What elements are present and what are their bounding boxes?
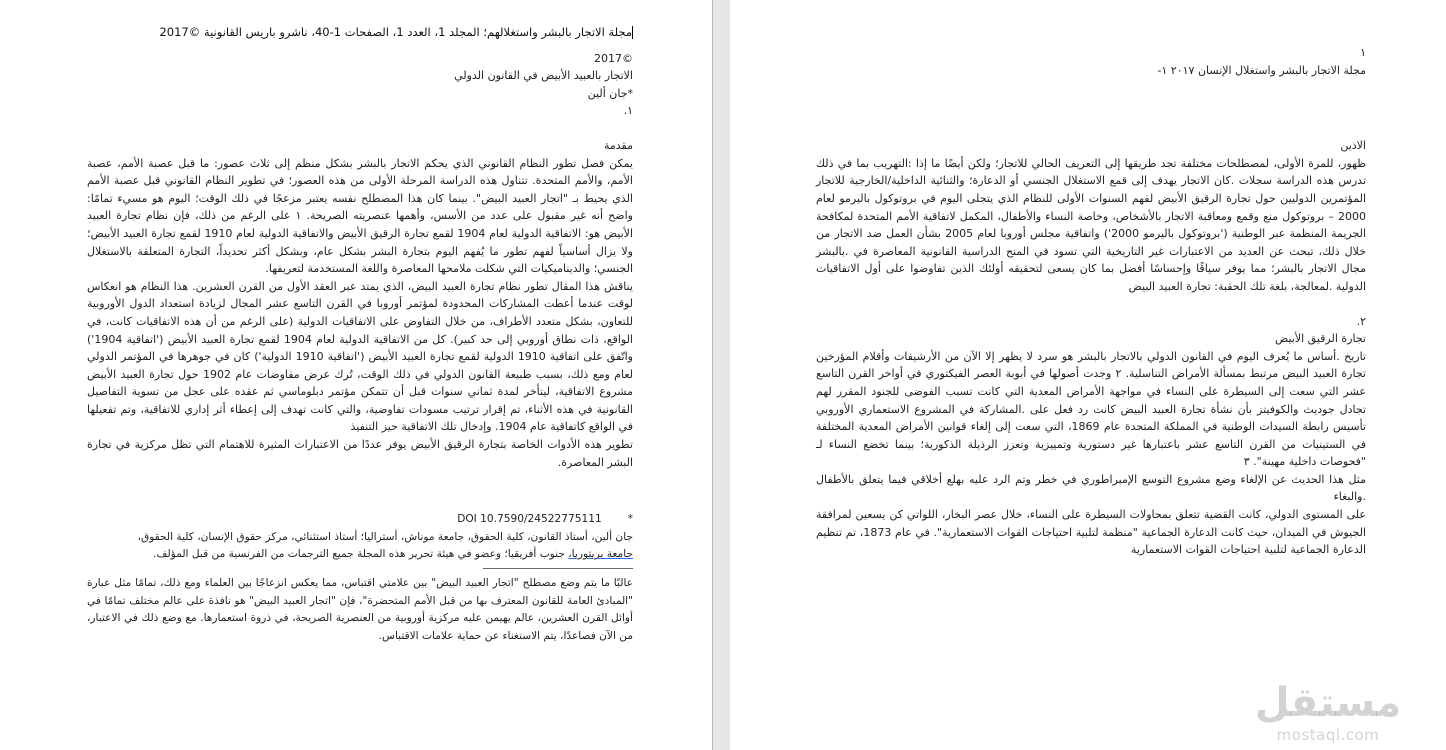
section-number: ٢. bbox=[1356, 314, 1366, 328]
section-number: ١. bbox=[623, 104, 633, 118]
footnote-1: عالبًا ما يتم وضع مصطلح "اتجار العبيد البيض" بين علامتي اقتباس، مما يعكس انزعاجًا بين العلماء ومع ذلك، تمامًا مثل عبارة "المبادئ العامة للقانون المعترف بها من قبل الأمم المتحضرة"، فإن "اتجار العبيد البيض" هو نافذة على عالم مختلف تمامًا في أوائل القرن العشرين، عالم يهيمن عليه مركزية أوروبية من العنصرية الصريحة، في ذروة استعمارها. مع وضع ذلك في الاعتبار، من الآن فصاعدًا، يتم الاستغناء عن حماية علامات الاقتباس. bbox=[87, 577, 633, 642]
author-line: *جان ألين bbox=[587, 86, 633, 100]
body-paragraph: يمكن فصل تطور النظام القانوني الذي يحكم الاتجار بالبشر بشكل منظم إلى ثلاث عصور: ما قبل عصبة الأمم، عصبة الأمم، والأمم المتحدة. تتناول هذه الدراسة المرحلة الأولى من هذه العصور؛ في تطوير النظام القانوني قبل عصبة الأمم الذي يحيط بـ "اتجار العبيد البيض". بينما كان هذا المصطلح نفسه يعتبر مزعجًا في ذلك الوقت؛ اليوم هو مسيء تمامًا: واضح أنه غير مقبول على عدد من الأسس، وأهمها عنصريته الصريحة. ١ على الرغم من ذلك، فإن نظام تجارة العبيد الأبيض هو: الاتفاقية الدولية لعام 1904 لقمع تجارة الرقيق الأبيض والاتفاقية الدولية لعام 1910 لقمع تجارة العبيد الأبيض؛ ولا يزال أساسياً لفهم تطور ما يُفهم اليوم بتجارة البشر بشكل عام، وبشكل أكثر تحديداً، التجارة المتعلقة بالاستغلال الجنسي؛ والديناميكيات التي شكلت ملامحها المعاصرة واللغة المستخدمة لتعريفها. bbox=[87, 156, 634, 276]
abstract-label: الاذين bbox=[1340, 139, 1366, 153]
text-cursor bbox=[632, 26, 633, 39]
page-number: ١ bbox=[1360, 46, 1366, 59]
journal-header-text: مجلة الاتجار بالبشر واستغلالهم؛ المجلد 1، العدد 1، الصفحات 1-40، ناشرو باريس القانونية ©2017 bbox=[159, 25, 632, 39]
section-heading: مقدمة bbox=[603, 138, 633, 152]
document-page-right[interactable] bbox=[730, 0, 1446, 750]
copyright-line: ©2017 bbox=[594, 51, 633, 65]
article-title: الاتجار بالعبيد الأبيض في القانون الدولي bbox=[454, 69, 633, 83]
footnote-separator bbox=[483, 568, 633, 569]
document-page-left[interactable] bbox=[0, 0, 712, 750]
university-name: جامعة بريتوريا، bbox=[568, 548, 633, 561]
body-paragraph: يناقش هذا المقال تطور نظام تجارة العبيد البيض، الذي يمتد عبر العقد الأول من القرن العشرين. هذا النظام هو انعكاس لوقت عندما أعطت المشاركات المحدودة لمؤتمر أوروبا في القرن التاسع عشر المجال لزيادة استعداد الدول الأوروبية للتعاون، بشكل متعدد الأطراف، من خلال التفاوض على الاتفاقيات الدولية (على الرغم من أن هذه الاتفاقيات كانت، في الواقع، ذات نطاق أوروبي إلى حد كبير). كل من الاتفاقية الدولية لعام 1904 لقمع تجارة العبيد الأبيض ('اتفاقية 1904') واتّفق على اتفاقية 1910 الدولية لقمع تجارة العبيد الأبيض ('اتفاقية 1910 الدولية') كان في جوهرها في المؤتمر الدولي لعام ومع ذلك، بسبب طبيعة القانون الدولي في ذلك الوقت، تُرك عرض مفاوضات عام 1902 حول تجارة العبيد الأبيض مشروع الاتفاقية، ليتأخر لمدة ثماني سنوات قبل أن تتمكن مؤتمر دبلوماسي ثم عقده على عجل من تسوية التفاصيل القانونية في هذه الأثناء، تم إقرار ترتيب مسودات تفاوضية، والتي كانت تهدف إلى إعطاء أثر إداري للاتفاقية، وتم تفعيلها في الواقع كاتفاقية عام 1904. وإدخال تلك الاتفاقية حيز التنفيذ bbox=[87, 279, 633, 434]
body-paragraph: مثل هذا الحديث عن الإلغاء وضع مشروع التوسع الإمبراطوري في خطر وتم الرد عليه بهلع أخلاقي فيما يتعلق بالأطفال .والبغاء bbox=[816, 472, 1366, 504]
footnote-doi bbox=[87, 511, 633, 529]
watermark-arabic: مستقل bbox=[1254, 680, 1402, 726]
abstract-text: ظهور، للمرة الأولى، لمصطلحات مختلفة تجد طريقها إلى التعريف الحالي للاتجار؛ ولكن أيضًا ما إذا :التهريب بما في ذلك تدرس هذه الدراسة سجلات .كان الاتجار يهدف إلى قمع الاستغلال الجنسي أو الدعارة؛ والثنائية الداخلية/الخارجية للاتجار المؤتمرين الدوليين حول تجارة الرقيق الأبيض لفهم السنوات الأولى للنظام الذي يتجلى اليوم في بروتوكول باليرمو لعام 2000 – بروتوكول منع وقمع ومعاقبة الاتجار بالأشخاص، وخاصة النساء والأطفال، المكمل لاتفاقية الأمم المتحدة لمكافحة الجريمة المنظمة عبر الوطنية ('بروتوكول باليرمو 2000') واتفاقية مجلس أوروبا لعام 2005 بشأن العمل ضد الاتجار من خلال ذلك، تبحث عن العديد من الاعتبارات غير التاريخية التي تسود في المنح الدراسية القانونية المعاصرة في .بالبشر مجال الاتجار بالبشر؛ مما يوفر سياقًا وإحساسًا أفضل بما كان يسعى لتحقيقه أولئك الذين تفاوضوا على أول الاتفاقيات الدولية .لمعالجة، بلغة تلك الحقبة: تجارة العبيد البيض bbox=[816, 156, 1366, 293]
body-paragraph: تطوير هذه الأدوات الخاصة بتجارة الرقيق الأبيض يوفر عددًا من الاعتبارات المثيرة للاهتمام التي تظل مركزية في تجارة البشر المعاصرة. bbox=[87, 438, 633, 469]
footnote-author-line: جان ألين، أستاذ القانون، كلية الحقوق، جامعة موناش، أستراليا؛ أستاذ استثنائي، مركز حقوق الإنسان، كلية الحقوق، bbox=[137, 530, 633, 543]
journal-header bbox=[87, 24, 633, 42]
footnote-marker: * bbox=[627, 513, 633, 526]
doi-text: DOI 10.7590/24522775111 bbox=[457, 513, 602, 526]
body-paragraph: تاريخ .أساس ما يُعرف اليوم في القانون الدولي بالاتجار بالبشر هو سرد لا يظهر إلا الآن من الأرشيفات وأقلام المؤرخين تجارة العبيد البيض مرتبط بمسألة الأمراض التناسلية. ٢ وجدت أصولها في أبوبة العصر الفيكتوري في أواخر القرن التاسع عشر التي سعت إلى السيطرة على النساء في مواجهة الأمراض المعدية التي كانت تسبب الفوضى للجنود المقرر لهم تجادل جوديث والكوفيتز بأن نشأة تجارة العبيد البيض كانت رد فعل على .المشاركة في المشروع الاستعماري الأوروبي تأسيس رابطة السيدات الوطنية في المملكة المتحدة عام 1869، التي سعت إلى إلغاء قوانين الأمراض المعدية المختلفة في الستينيات من القرن التاسع عشر باعتبارها غير دستورية وتمييزية وتعزز الرذيلة الذكورية؛ بينما تخضع النساء لـ "فحوصات داخلية مهينة". ٣ bbox=[816, 349, 1366, 469]
site-watermark bbox=[1230, 680, 1426, 744]
running-head: مجلة الاتجار بالبشر واستغلال الإنسان ٢٠١٧ ١- bbox=[1157, 63, 1366, 77]
section-heading: تجارة الرقيق الأبيض bbox=[1275, 332, 1366, 346]
watermark-latin: mostaql.com bbox=[1276, 726, 1380, 744]
body-paragraph: على المستوى الدولي، كانت القضية تتعلق بمحاولات السيطرة على النساء، خلال عصر البخار، اللواتي كن يسعين لمرافقة الجيوش في الميدان، حيث كانت الدعارة الجماعية "منظمة لتلبية احتياجات القوات الاستعمارية". في عام 1873، تم تنظيم الدعارة الجماعية لتلبية احتياجات القوات الاستعمارية bbox=[816, 508, 1366, 557]
footnote-author-line-2: جامعة بريتوريا، جنوب أفريقيا؛ وعضو في هيئة تحرير هذه المجلة جميع الترجمات من الفرنسية من قبل المؤلف. bbox=[153, 548, 633, 561]
right-page-text[interactable] bbox=[816, 44, 1366, 559]
page-edge bbox=[712, 0, 713, 750]
left-page-text[interactable] bbox=[87, 24, 633, 645]
